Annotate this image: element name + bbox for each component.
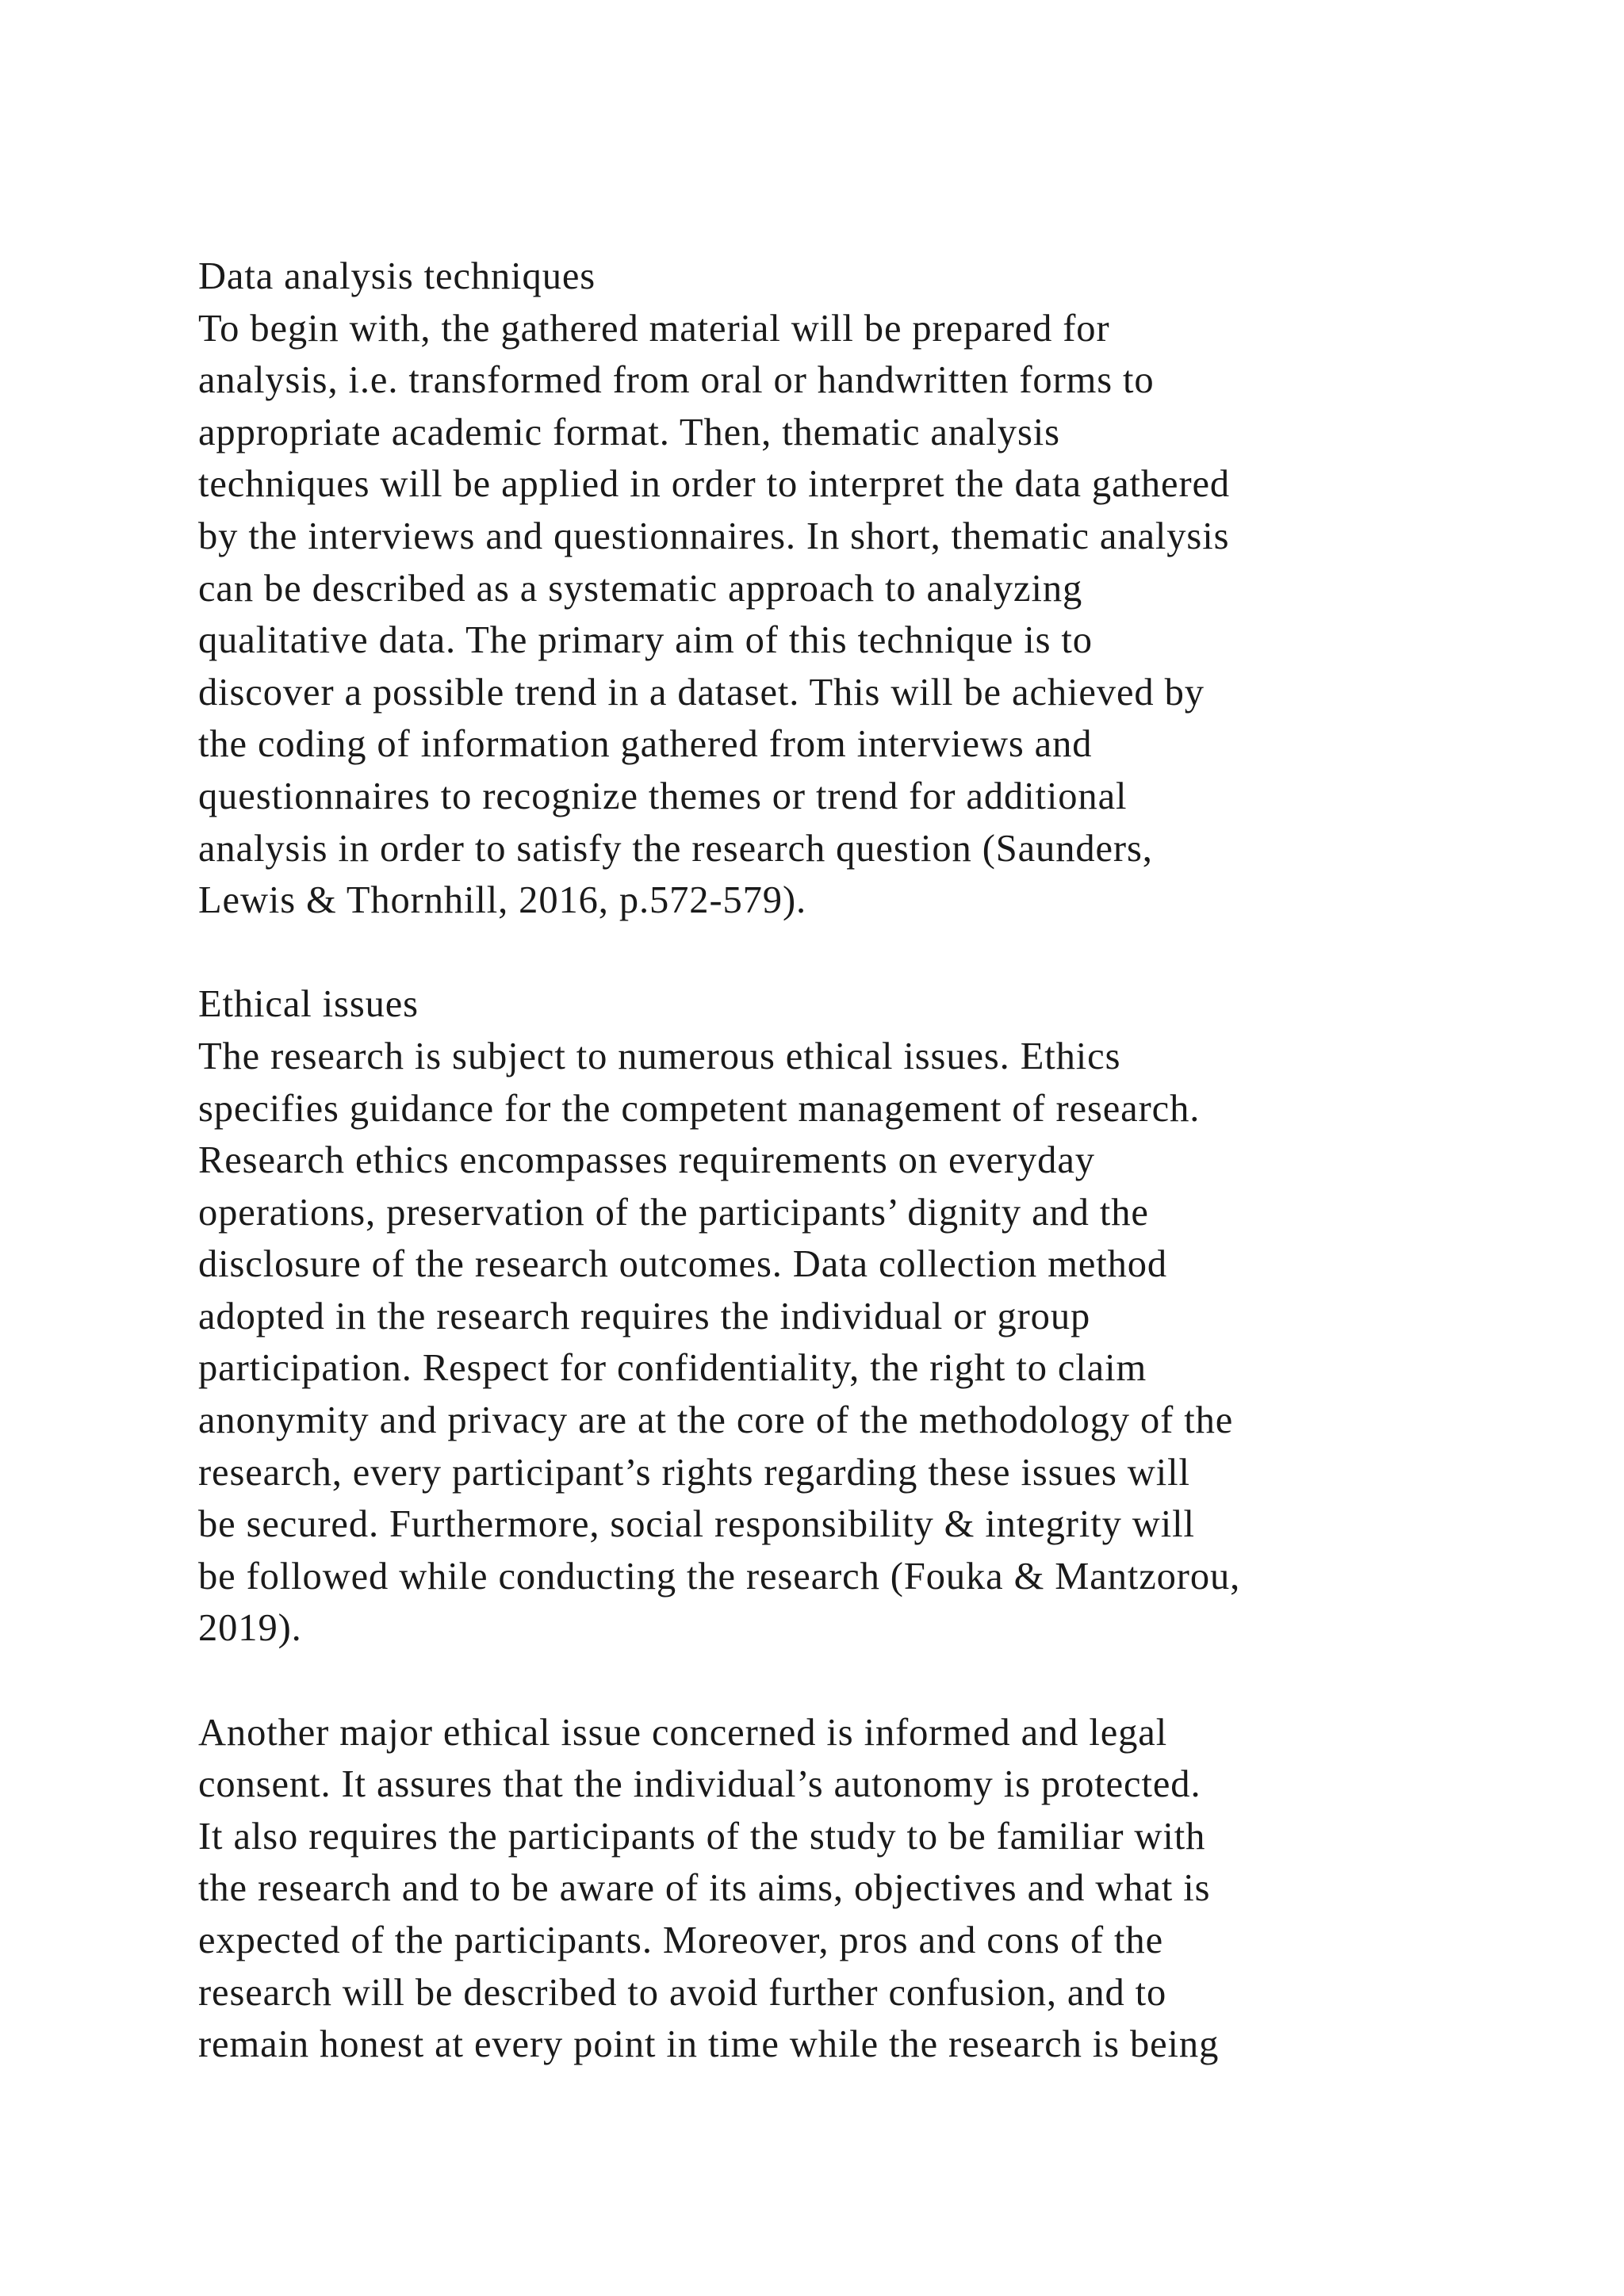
paragraph-line: participation. Respect for confidentiality, the right to claim <box>198 1347 1147 1390</box>
blank-line <box>198 927 1499 979</box>
paragraph-line: can be described as a systematic approach to analyzing <box>198 567 1083 610</box>
paragraph-line: Another major ethical issue concerned is informed and legal <box>198 1711 1168 1754</box>
paragraph-line: the research and to be aware of its aims, objectives and what is <box>198 1867 1211 1910</box>
paragraph-line: appropriate academic format. Then, thematic analysis <box>198 411 1060 453</box>
paragraph-line: disclosure of the research outcomes. Data collection method <box>198 1243 1168 1286</box>
paragraph-line: operations, preservation of the participants’ dignity and the <box>198 1191 1149 1234</box>
paragraph-line: techniques will be applied in order to interpret the data gathered <box>198 463 1231 506</box>
paragraph-line: anonymity and privacy are at the core of the methodology of the <box>198 1399 1234 1442</box>
paragraph-line: adopted in the research requires the individual or group <box>198 1295 1091 1337</box>
paragraph-line: discover a possible trend in a dataset. This will be achieved by <box>198 671 1205 714</box>
paragraph-line: the coding of information gathered from interviews and <box>198 723 1093 766</box>
paragraph-line: To begin with, the gathered material will be prepared for <box>198 307 1110 350</box>
paragraph-line: research will be described to avoid further confusion, and to <box>198 1971 1167 2014</box>
paragraph-line: expected of the participants. Moreover, pros and cons of the <box>198 1919 1164 1961</box>
blank-line <box>198 1655 1499 1707</box>
paragraph-line: be followed while conducting the research (Fouka & Mantzorou, <box>198 1555 1241 1598</box>
paragraph-line: remain honest at every point in time while the research is being <box>198 2023 1220 2066</box>
paragraph-line: The research is subject to numerous ethical issues. Ethics <box>198 1035 1121 1077</box>
paragraph-line: analysis, i.e. transformed from oral or handwritten forms to <box>198 359 1155 402</box>
paragraph-line: 2019). <box>198 1607 302 1650</box>
paragraph-line: specifies guidance for the competent management of research. <box>198 1087 1201 1130</box>
paragraph-line: be secured. Furthermore, social responsibility & integrity will <box>198 1503 1195 1546</box>
paragraph-line: research, every participant’s rights regarding these issues will <box>198 1451 1190 1494</box>
document-body <box>198 251 1499 2071</box>
paragraph-line: Lewis & Thornhill, 2016, p.572-579). <box>198 879 807 922</box>
paragraph-line: It also requires the participants of the study to be familiar with <box>198 1815 1206 1858</box>
paragraph-line: consent. It assures that the individual’s autonomy is protected. <box>198 1763 1201 1806</box>
section-heading-data-analysis: Data analysis techniques <box>198 255 596 297</box>
paragraph-line: qualitative data. The primary aim of this technique is to <box>198 619 1093 662</box>
paragraph-line: by the interviews and questionnaires. In short, thematic analysis <box>198 515 1230 557</box>
section-heading-ethical-issues: Ethical issues <box>198 983 419 1026</box>
paragraph-line: questionnaires to recognize themes or trend for additional <box>198 775 1128 817</box>
paragraph-line: Research ethics encompasses requirements on everyday <box>198 1139 1095 1182</box>
paragraph-line: analysis in order to satisfy the research question (Saunders, <box>198 827 1153 870</box>
